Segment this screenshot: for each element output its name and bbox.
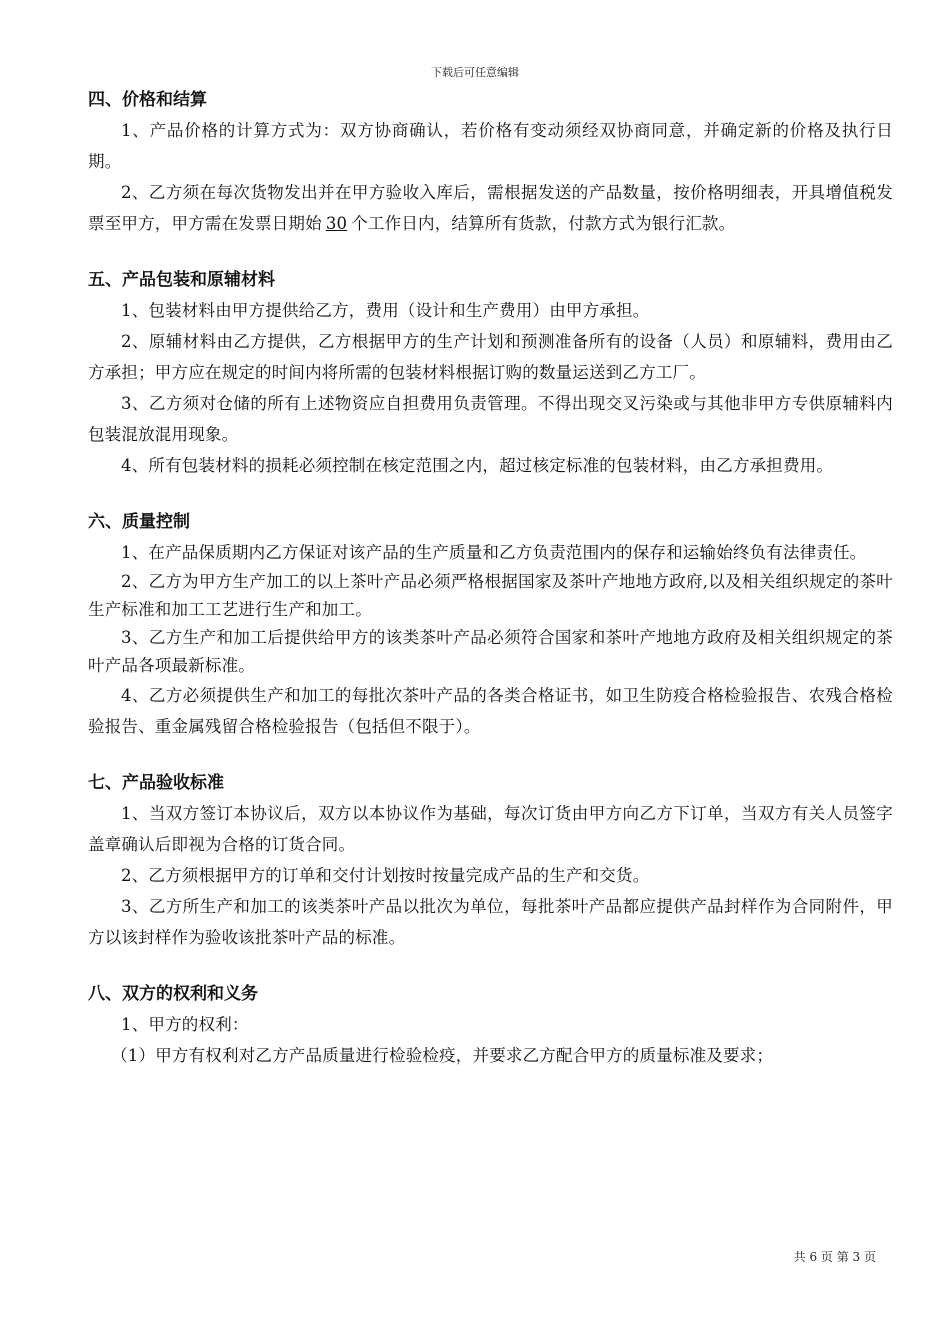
section-price-settlement — [88, 85, 893, 239]
section-heading: 七、产品验收标准 — [88, 773, 224, 793]
paragraph: 1、甲方的权利： — [121, 1015, 249, 1034]
section-acceptance-standards — [88, 768, 893, 953]
paragraph: 2、乙方为甲方生产加工的以上茶叶产品必须严格根据国家及茶叶产地地方政府,以及相关组织规定的茶叶生产标准和加工工艺进行生产和加工。 — [88, 572, 893, 619]
paragraph: 3、乙方所生产和加工的该类茶叶产品以批次为单位，每批茶叶产品都应提供产品封样作为合同附件，甲方以该封样作为验收该批茶叶产品的标准。 — [88, 897, 893, 947]
underlined-blank-value: 30 — [325, 214, 348, 233]
section-heading: 六、质量控制 — [88, 512, 190, 532]
section-heading: 四、价格和结算 — [88, 90, 207, 110]
paragraph: 2、原辅材料由乙方提供，乙方根据甲方的生产计划和预测准备所有的设备（人员）和原辅料，费用由乙方承担；甲方应在规定的时间内将所需的包装材料根据订购的数量运送到乙方工厂。 — [88, 332, 893, 382]
paragraph: 2、乙方须根据甲方的订单和交付计划按时按量完成产品的生产和交货。 — [121, 866, 650, 885]
paragraph-text: 2、乙方须在每次货物发出并在甲方验收入库后，需根据发送的产品数量，按价格明细表，开具增值税发票至甲方，甲方需在发票日期始 — [88, 183, 893, 233]
paragraph: 3、乙方生产和加工后提供给甲方的该类茶叶产品必须符合国家和茶叶产地地方政府及相关组织规定的茶叶产品各项最新标准。 — [88, 628, 893, 675]
paragraph: 1、包装材料由甲方提供给乙方，费用（设计和生产费用）由甲方承担。 — [121, 301, 650, 320]
document-body — [88, 85, 893, 1071]
paragraph: 1、产品价格的计算方式为：双方协商确认，若价格有变动须经双协商同意，并确定新的价格及执行日期。 — [88, 121, 893, 171]
section-heading: 五、产品包装和原辅材料 — [88, 270, 275, 290]
paragraph — [88, 177, 893, 239]
section-rights-obligations — [88, 979, 893, 1071]
paragraph-text: 个工作日内，结算所有货款，付款方式为银行汇款。 — [351, 214, 736, 233]
section-heading: 八、双方的权利和义务 — [88, 984, 258, 1004]
section-quality-control — [88, 507, 893, 742]
paragraph: 4、所有包装材料的损耗必须控制在核定范围之内，超过核定标准的包装材料，由乙方承担费用。 — [121, 456, 834, 475]
section-packaging-materials — [88, 265, 893, 481]
header-note: 下载后可任意编辑 — [431, 66, 519, 79]
paragraph: （1）甲方有权利对乙方产品质量进行检验检疫，并要求乙方配合甲方的质量标准及要求； — [111, 1046, 774, 1065]
page-number-footer: 共 6 页 第 3 页 — [793, 1250, 876, 1264]
paragraph: 1、在产品保质期内乙方保证对该产品的生产质量和乙方负责范围内的保存和运输始终负有法律责任。 — [121, 543, 867, 562]
paragraph: 4、乙方必须提供生产和加工的每批次茶叶产品的各类合格证书，如卫生防疫合格检验报告、农残合格检验报告、重金属残留合格检验报告（包括但不限于）。 — [88, 686, 893, 736]
paragraph: 3、乙方须对仓储的所有上述物资应自担费用负责管理。不得出现交叉污染或与其他非甲方专供原辅料内包装混放混用现象。 — [88, 394, 893, 444]
paragraph: 1、当双方签订本协议后，双方以本协议作为基础，每次订货由甲方向乙方下订单，当双方有关人员签字盖章确认后即视为合格的订货合同。 — [88, 804, 893, 854]
